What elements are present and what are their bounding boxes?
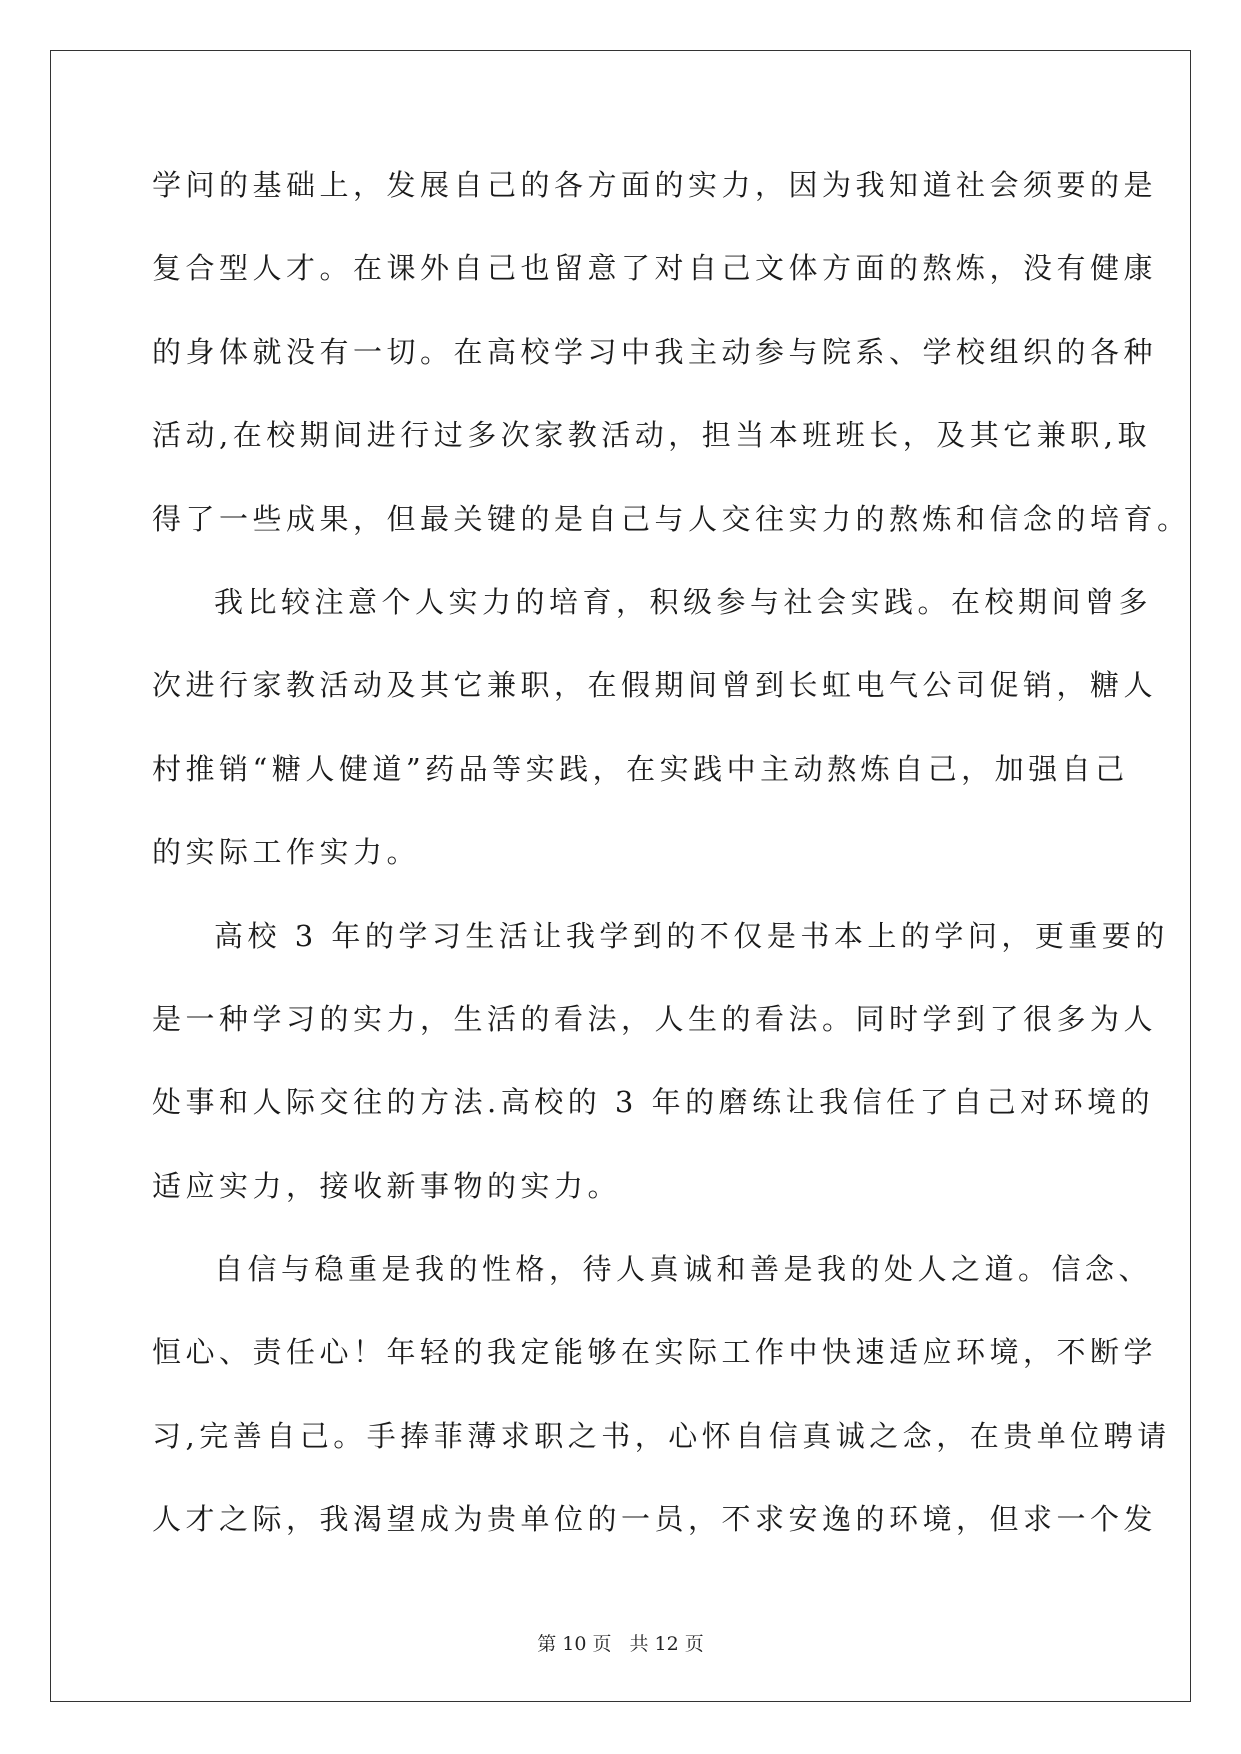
text-line-6: 我比较注意个人实力的培育，积级参与社会实践。在校期间曾多 <box>214 584 1153 619</box>
text-line-15: 恒心、责任心！年轻的我定能够在实际工作中快速适应环境，不断学 <box>152 1335 1158 1370</box>
page-number-total: 共 12 页 <box>629 1633 704 1655</box>
text-line-12: 处事和人际交往的方法.高校的 3 年的磨练让我信任了自己对环境的 <box>152 1085 1155 1120</box>
text-line-8: 村推销“糖人健道”药品等实践，在实践中主动熬炼自己，加强自己 <box>152 751 1129 786</box>
text-line-17: 人才之际，我渴望成为贵单位的一员，不求安逸的环境，但求一个发 <box>152 1502 1158 1537</box>
page-footer <box>0 1632 1241 1656</box>
text-line-1: 学问的基础上，发展自己的各方面的实力，因为我知道社会须要的是 <box>152 168 1158 202</box>
page-number-current: 第 10 页 <box>537 1633 612 1655</box>
text-line-13: 适应实力，接收新事物的实力。 <box>152 1168 622 1203</box>
text-line-4: 活动,在校期间进行过多次家教活动，担当本班班长，及其它兼职,取 <box>152 418 1151 453</box>
document-body <box>152 162 1191 1580</box>
text-line-2: 复合型人才。在课外自己也留意了对自己文体方面的熬炼，没有健康 <box>152 251 1158 286</box>
text-line-10: 高校 3 年的学习生活让我学到的不仅是书本上的学问，更重要的 <box>214 918 1169 953</box>
text-line-7: 次进行家教活动及其它兼职，在假期间曾到长虹电气公司促销，糖人 <box>152 668 1158 703</box>
text-line-9: 的实际工作实力。 <box>152 835 421 870</box>
text-line-14: 自信与稳重是我的性格，待人真诚和善是我的处人之道。信念、 <box>214 1252 1153 1287</box>
text-line-5: 得了一些成果，但最关键的是自己与人交往实力的熬炼和信念的培育。 <box>152 501 1191 536</box>
text-line-3: 的身体就没有一切。在高校学习中我主动参与院系、学校组织的各种 <box>152 334 1158 369</box>
text-line-16: 习,完善自己。手捧菲薄求职之书，心怀自信真诚之念，在贵单位聘请 <box>152 1418 1171 1453</box>
text-line-11: 是一种学习的实力，生活的看法，人生的看法。同时学到了很多为人 <box>152 1001 1158 1036</box>
